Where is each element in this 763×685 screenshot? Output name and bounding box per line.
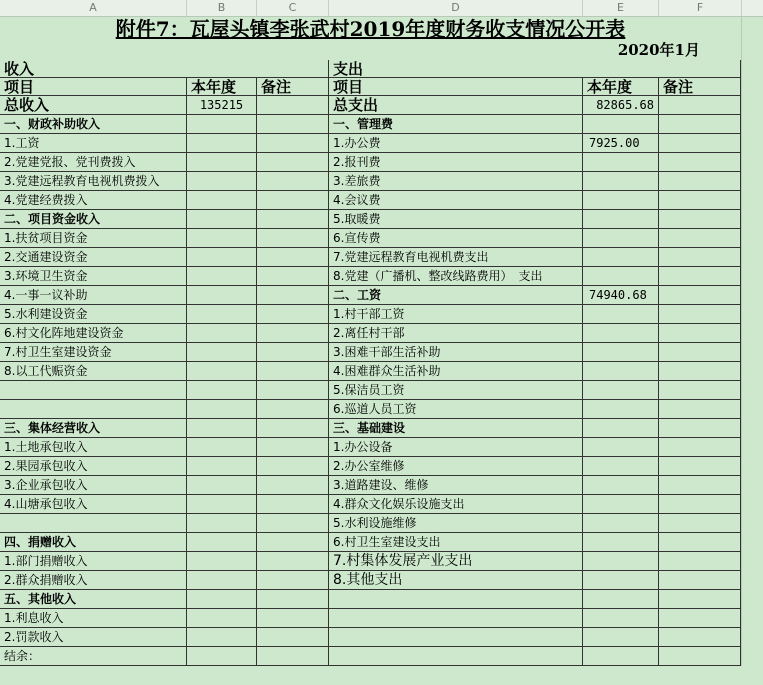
income-row-value[interactable] [187,343,257,362]
expense-row-note[interactable] [659,571,741,590]
expense-row-value[interactable] [583,153,659,172]
income-row-value[interactable] [187,153,257,172]
income-row-note[interactable] [257,172,329,191]
expense-row-label[interactable] [329,647,583,666]
expense-row-note[interactable] [659,305,741,324]
income-section-header[interactable]: 收入 [0,60,329,78]
income-row-label[interactable]: 2.果园承包收入 [0,457,187,476]
expense-row-value[interactable] [583,438,659,457]
income-row-label[interactable] [0,381,187,400]
income-row-value[interactable] [187,457,257,476]
expense-row-label[interactable]: 一、管理费 [329,115,583,134]
expense-row-note[interactable] [659,590,741,609]
expense-row-value[interactable] [583,229,659,248]
income-row-note[interactable] [257,324,329,343]
expense-row-note[interactable] [659,324,741,343]
expense-row-label[interactable]: 5.水利设施维修 [329,514,583,533]
income-row-note[interactable] [257,381,329,400]
expense-row-label[interactable]: 8.其他支出 [329,571,583,590]
income-total-label[interactable]: 总收入 [0,96,187,115]
income-row-label[interactable]: 2.群众捐赠收入 [0,571,187,590]
income-col-year[interactable]: 本年度 [187,78,257,96]
expense-row-value[interactable] [583,571,659,590]
expense-row-note[interactable] [659,229,741,248]
expense-row-value[interactable] [583,381,659,400]
income-row-label[interactable]: 1.工资 [0,134,187,153]
expense-row-note[interactable] [659,172,741,191]
expense-col-item[interactable]: 项目 [329,78,583,96]
expense-row-label[interactable]: 1.办公费 [329,134,583,153]
income-row-value[interactable] [187,210,257,229]
expense-row-note[interactable] [659,647,741,666]
income-row-label[interactable]: 5.水利建设资金 [0,305,187,324]
income-row-value[interactable] [187,438,257,457]
expense-row-note[interactable] [659,533,741,552]
expense-row-value[interactable] [583,400,659,419]
income-row-value[interactable] [187,286,257,305]
sheet-title[interactable]: 附件7：瓦屋头镇李张武村2019年度财务收支情况公开表 [115,17,626,41]
grid-right-margin [741,16,763,666]
income-row-label[interactable]: 8.以工代赈资金 [0,362,187,381]
expense-row-value[interactable] [583,419,659,438]
income-row-label[interactable]: 3.环境卫生资金 [0,267,187,286]
income-row-label[interactable]: 1.利息收入 [0,609,187,628]
expense-row-value[interactable] [583,514,659,533]
income-row-label[interactable]: 4.一事一议补助 [0,286,187,305]
expense-row-label[interactable]: 6.宣传费 [329,229,583,248]
income-row-value[interactable] [187,134,257,153]
expense-row-value[interactable] [583,533,659,552]
expense-row-label[interactable]: 2.离任村干部 [329,324,583,343]
report-date[interactable]: 2020年1月 [617,41,700,59]
income-row-note[interactable] [257,571,329,590]
expense-row-label[interactable]: 5.保洁员工资 [329,381,583,400]
income-row-note[interactable] [257,495,329,514]
expense-row-note[interactable] [659,191,741,210]
income-row-note[interactable] [257,286,329,305]
income-row-label[interactable]: 2.交通建设资金 [0,248,187,267]
expense-row-note[interactable] [659,210,741,229]
expense-row-note[interactable] [659,343,741,362]
income-row-value[interactable] [187,115,257,134]
income-row-note[interactable] [257,115,329,134]
column-header-d[interactable]: D [329,0,583,16]
expense-row-value[interactable] [583,495,659,514]
expense-row-label[interactable]: 3.困难干部生活补助 [329,343,583,362]
income-row-note[interactable] [257,647,329,666]
income-row-note[interactable] [257,438,329,457]
income-row-label[interactable]: 2.党建党报、党刊费拨入 [0,153,187,172]
income-row-note[interactable] [257,552,329,571]
income-row-note[interactable] [257,590,329,609]
expense-row-value[interactable] [583,210,659,229]
expense-row-label[interactable]: 2.办公室维修 [329,457,583,476]
income-row-note[interactable] [257,210,329,229]
expense-row-value[interactable] [583,647,659,666]
expense-row-label[interactable]: 1.办公设备 [329,438,583,457]
income-row-value[interactable] [187,533,257,552]
income-row-label[interactable]: 4.山塘承包收入 [0,495,187,514]
income-row-label[interactable]: 4.党建经费拨入 [0,191,187,210]
income-row-value[interactable] [187,248,257,267]
income-row-label[interactable]: 四、捐赠收入 [0,533,187,552]
income-row-label[interactable] [0,400,187,419]
expense-row-label[interactable]: 4.群众文化娱乐设施支出 [329,495,583,514]
income-row-value[interactable] [187,419,257,438]
expense-col-year[interactable]: 本年度 [583,78,659,96]
expense-row-note[interactable] [659,419,741,438]
expense-row-value[interactable] [583,609,659,628]
expense-row-note[interactable] [659,476,741,495]
income-row-label[interactable]: 一、财政补助收入 [0,115,187,134]
expense-row-note[interactable] [659,457,741,476]
income-row-value[interactable] [187,381,257,400]
income-row-note[interactable] [257,609,329,628]
expense-row-note[interactable] [659,381,741,400]
expense-total-value[interactable]: 82865.68 [583,96,659,115]
income-row-label[interactable]: 3.企业承包收入 [0,476,187,495]
income-row-value[interactable] [187,362,257,381]
expense-row-label[interactable]: 6.巡道人员工资 [329,400,583,419]
expense-row-value[interactable] [583,552,659,571]
income-row-note[interactable] [257,343,329,362]
income-row-value[interactable] [187,628,257,647]
income-row-value[interactable] [187,495,257,514]
income-row-label[interactable]: 1.部门捐赠收入 [0,552,187,571]
expense-row-value[interactable] [583,191,659,210]
column-header-b[interactable]: B [187,0,257,16]
income-row-note[interactable] [257,628,329,647]
expense-row-label[interactable]: 二、工资 [329,286,583,305]
expense-row-note[interactable] [659,628,741,647]
expense-row-label[interactable] [329,609,583,628]
income-row-label[interactable]: 二、项目资金收入 [0,210,187,229]
expense-row-note[interactable] [659,362,741,381]
income-row-value[interactable] [187,191,257,210]
expense-row-value[interactable] [583,172,659,191]
expense-row-label[interactable]: 1.村干部工资 [329,305,583,324]
expense-row-value[interactable]: 7925.00 [583,134,659,153]
expense-row-value[interactable] [583,324,659,343]
income-row-note[interactable] [257,134,329,153]
expense-row-value[interactable]: 74940.68 [583,286,659,305]
expense-row-label[interactable]: 6.村卫生室建设支出 [329,533,583,552]
column-header-c[interactable]: C [257,0,329,16]
income-row-value[interactable] [187,324,257,343]
income-row-label[interactable]: 2.罚款收入 [0,628,187,647]
income-col-item[interactable]: 项目 [0,78,187,96]
expense-row-label[interactable]: 4.会议费 [329,191,583,210]
income-row-label[interactable]: 三、集体经营收入 [0,419,187,438]
income-row-value[interactable] [187,229,257,248]
expense-row-value[interactable] [583,343,659,362]
expense-row-label[interactable]: 2.报刊费 [329,153,583,172]
income-row-note[interactable] [257,533,329,552]
income-row-label[interactable]: 6.村文化阵地建设资金 [0,324,187,343]
income-row-label[interactable]: 3.党建远程教育电视机费拨入 [0,172,187,191]
expense-row-value[interactable] [583,362,659,381]
expense-row-label[interactable]: 7.村集体发展产业支出 [329,552,583,571]
expense-row-note[interactable] [659,400,741,419]
column-header-f[interactable]: F [659,0,742,16]
income-row-label[interactable]: 1.扶贫项目资金 [0,229,187,248]
expense-row-label[interactable]: 5.取暖费 [329,210,583,229]
income-row-value[interactable] [187,647,257,666]
expense-row-note[interactable] [659,438,741,457]
expense-row-label[interactable] [329,628,583,647]
expense-row-note[interactable] [659,495,741,514]
income-row-value[interactable] [187,305,257,324]
expense-section-header[interactable]: 支出 [329,60,741,78]
expense-row-label[interactable] [329,590,583,609]
income-row-value[interactable] [187,552,257,571]
expense-row-label[interactable]: 3.道路建设、维修 [329,476,583,495]
income-total-note[interactable] [257,96,329,115]
expense-row-note[interactable] [659,286,741,305]
expense-row-label[interactable]: 7.党建远程教育电视机费支出 [329,248,583,267]
income-row-value[interactable] [187,590,257,609]
income-row-note[interactable] [257,153,329,172]
income-row-value[interactable] [187,172,257,191]
income-row-label[interactable]: 结余： [0,647,187,666]
income-row-note[interactable] [257,229,329,248]
expense-row-label[interactable]: 三、基础建设 [329,419,583,438]
expense-total-note[interactable] [659,96,741,115]
income-row-note[interactable] [257,476,329,495]
income-row-note[interactable] [257,419,329,438]
expense-row-value[interactable] [583,590,659,609]
income-row-note[interactable] [257,248,329,267]
income-row-value[interactable] [187,400,257,419]
income-row-value[interactable] [187,571,257,590]
expense-row-note[interactable] [659,267,741,286]
income-row-label[interactable]: 7.村卫生室建设资金 [0,343,187,362]
income-row-note[interactable] [257,305,329,324]
expense-row-note[interactable] [659,153,741,172]
expense-row-label[interactable]: 4.困难群众生活补助 [329,362,583,381]
expense-row-value[interactable] [583,628,659,647]
income-row-note[interactable] [257,191,329,210]
income-row-note[interactable] [257,362,329,381]
expense-row-label[interactable]: 8.党建（广播机、整改线路费用） 支出 [329,267,583,286]
income-row-value[interactable] [187,476,257,495]
expense-col-note[interactable]: 备注 [659,78,741,96]
income-row-note[interactable] [257,457,329,476]
income-row-value[interactable] [187,609,257,628]
expense-row-label[interactable]: 3.差旅费 [329,172,583,191]
expense-row-note[interactable] [659,115,741,134]
income-row-note[interactable] [257,514,329,533]
income-row-label[interactable]: 1.土地承包收入 [0,438,187,457]
expense-row-value[interactable] [583,115,659,134]
expense-total-label[interactable]: 总支出 [329,96,583,115]
expense-row-note[interactable] [659,552,741,571]
expense-row-value[interactable] [583,248,659,267]
income-total-value[interactable]: 135215 [187,96,257,115]
expense-row-value[interactable] [583,457,659,476]
expense-row-note[interactable] [659,248,741,267]
income-row-label[interactable]: 五、其他收入 [0,590,187,609]
income-row-value[interactable] [187,514,257,533]
expense-row-note[interactable] [659,609,741,628]
column-header-bar [0,0,763,17]
expense-row-value[interactable] [583,267,659,286]
income-row-label[interactable] [0,514,187,533]
income-col-note[interactable]: 备注 [257,78,329,96]
income-row-note[interactable] [257,267,329,286]
column-header-a[interactable]: A [0,0,187,16]
expense-row-value[interactable] [583,305,659,324]
expense-row-note[interactable] [659,514,741,533]
expense-row-note[interactable] [659,134,741,153]
column-header-e[interactable]: E [583,0,659,16]
income-row-value[interactable] [187,267,257,286]
expense-row-value[interactable] [583,476,659,495]
income-row-note[interactable] [257,400,329,419]
